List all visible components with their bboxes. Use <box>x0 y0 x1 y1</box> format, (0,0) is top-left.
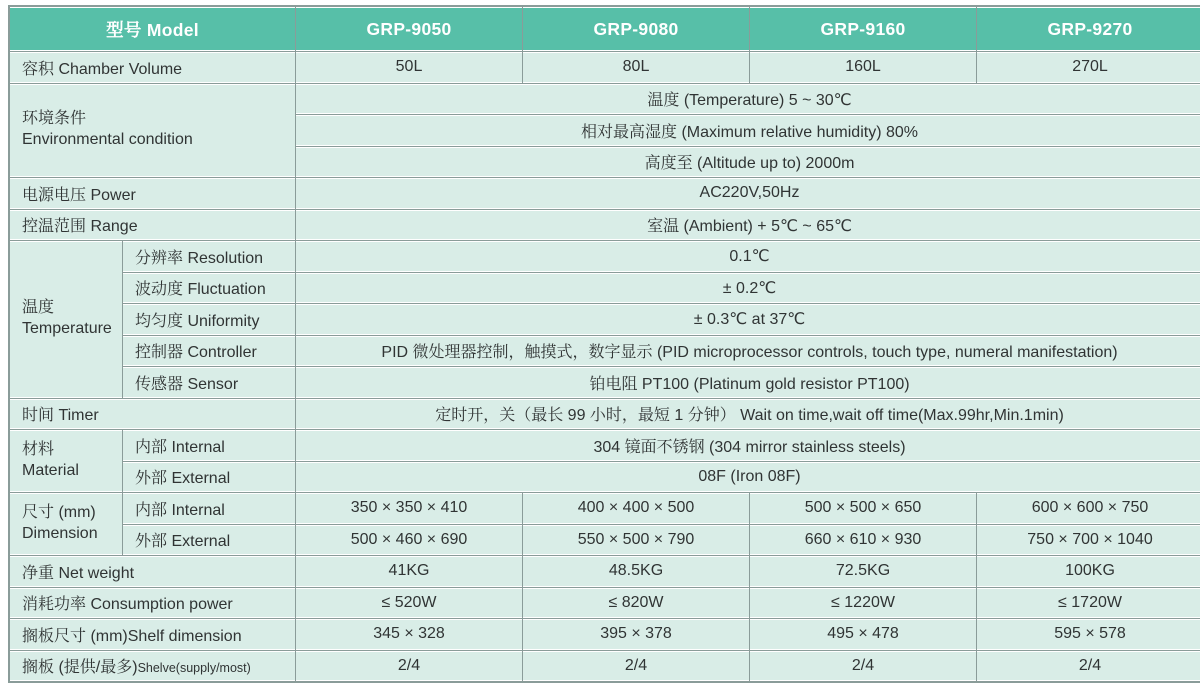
consumption-row <box>10 588 1200 619</box>
volume-value: 160L <box>750 52 976 83</box>
environment-temperature-value: 温度 (Temperature) 5 ~ 30℃ <box>296 84 1200 115</box>
dimension-external-value: 750 × 700 × 1040 <box>977 525 1200 556</box>
temperature-controller-row <box>10 336 1200 367</box>
material-label-en: Material <box>22 462 79 479</box>
volume-row-label: 容积 Chamber Volume <box>10 52 295 83</box>
dimension-external-value: 550 × 500 × 790 <box>523 525 749 556</box>
dimension-external-label: 外部 External <box>123 525 295 556</box>
shelf-dimension-row-label: 搁板尺寸 (mm)Shelf dimension <box>10 619 295 650</box>
material-internal-row <box>10 430 1200 461</box>
net-weight-row-label: 净重 Net weight <box>10 556 295 587</box>
material-external-label: 外部 External <box>123 462 295 493</box>
temperature-resolution-row <box>10 241 1200 272</box>
uniformity-value: ± 0.3℃ at 37℃ <box>296 304 1200 335</box>
power-row <box>10 178 1200 209</box>
shelves-label-en: Shelve(supply/most) <box>137 661 251 676</box>
dimension-group-label <box>10 493 122 555</box>
material-internal-label: 内部 Internal <box>123 430 295 461</box>
spec-table <box>8 5 1200 683</box>
consumption-value: ≤ 820W <box>523 588 749 619</box>
dimension-external-value: 500 × 460 × 690 <box>296 525 522 556</box>
net-weight-value: 48.5KG <box>523 556 749 587</box>
dimension-internal-label: 内部 Internal <box>123 493 295 524</box>
consumption-value: ≤ 1220W <box>750 588 976 619</box>
sensor-row-label: 传感器 Sensor <box>123 367 295 398</box>
environment-altitude-value: 高度至 (Altitude up to) 2000m <box>296 147 1200 178</box>
shelf-dimension-value: 495 × 478 <box>750 619 976 650</box>
shelf-dimension-value: 595 × 578 <box>977 619 1200 650</box>
net-weight-value: 72.5KG <box>750 556 976 587</box>
model-name-header: GRP-9050 <box>296 7 522 51</box>
net-weight-value: 100KG <box>977 556 1200 587</box>
material-external-value: 08F (Iron 08F) <box>296 462 1200 493</box>
range-row-label: 控温范围 Range <box>10 210 295 241</box>
model-name-header: GRP-9270 <box>977 7 1200 51</box>
consumption-value: ≤ 1720W <box>977 588 1200 619</box>
dimension-internal-value: 400 × 400 × 500 <box>523 493 749 524</box>
environment-humidity-value: 相对最高湿度 (Maximum relative humidity) 80% <box>296 115 1200 146</box>
resolution-value: 0.1℃ <box>296 241 1200 272</box>
range-value: 室温 (Ambient) + 5℃ ~ 65℃ <box>296 210 1200 241</box>
controller-value: PID 微处理器控制，触摸式，数字显示 (PID microprocessor controls, touch type, numeral manifestation) <box>296 336 1200 367</box>
dimension-label-zh: 尺寸 (mm) <box>22 504 96 522</box>
material-label-zh: 材料 <box>22 441 55 459</box>
table-header-row <box>10 7 1200 51</box>
net-weight-value: 41KG <box>296 556 522 587</box>
shelves-row <box>10 651 1200 682</box>
material-external-row <box>10 462 1200 493</box>
environment-label-zh: 环境条件 <box>22 110 87 128</box>
shelves-value: 2/4 <box>750 651 976 682</box>
timer-row <box>10 399 1200 430</box>
shelves-value: 2/4 <box>296 651 522 682</box>
dimension-internal-value: 600 × 600 × 750 <box>977 493 1200 524</box>
dimension-internal-row <box>10 493 1200 524</box>
resolution-row-label: 分辨率 Resolution <box>123 241 295 272</box>
shelves-row-label <box>10 651 295 682</box>
environment-row <box>10 84 1200 115</box>
sensor-value: 铂电阻 PT100 (Platinum gold resistor PT100) <box>296 367 1200 398</box>
temperature-sensor-row <box>10 367 1200 398</box>
volume-value: 80L <box>523 52 749 83</box>
material-internal-value: 304 镜面不锈钢 (304 mirror stainless steels) <box>296 430 1200 461</box>
shelf-dimension-value: 395 × 378 <box>523 619 749 650</box>
range-row <box>10 210 1200 241</box>
environment-row-label <box>10 84 295 178</box>
net-weight-row <box>10 556 1200 587</box>
dimension-external-value: 660 × 610 × 930 <box>750 525 976 556</box>
temperature-group-label <box>10 241 122 398</box>
temperature-fluctuation-row <box>10 273 1200 304</box>
volume-value: 270L <box>977 52 1200 83</box>
shelves-label-zh: 搁板 (提供/最多) <box>22 659 138 677</box>
dimension-internal-value: 500 × 500 × 650 <box>750 493 976 524</box>
power-value: AC220V,50Hz <box>296 178 1200 209</box>
dimension-internal-value: 350 × 350 × 410 <box>296 493 522 524</box>
environment-label-en: Environmental condition <box>22 131 193 149</box>
uniformity-row-label: 均匀度 Uniformity <box>123 304 295 335</box>
controller-row-label: 控制器 Controller <box>123 336 295 367</box>
shelves-value: 2/4 <box>523 651 749 682</box>
temperature-label-zh: 温度 <box>22 299 55 317</box>
model-name-header: GRP-9080 <box>523 7 749 51</box>
volume-row <box>10 52 1200 83</box>
consumption-row-label: 消耗功率 Consumption power <box>10 588 295 619</box>
fluctuation-value: ± 0.2℃ <box>296 273 1200 304</box>
material-group-label <box>10 430 122 492</box>
dimension-label-en: Dimension <box>22 525 98 542</box>
dimension-external-row <box>10 525 1200 556</box>
model-column-header: 型号 Model <box>10 7 295 51</box>
temperature-uniformity-row <box>10 304 1200 335</box>
volume-value: 50L <box>296 52 522 83</box>
shelves-value: 2/4 <box>977 651 1200 682</box>
temperature-label-en: Temperature <box>22 320 112 338</box>
shelf-dimension-value: 345 × 328 <box>296 619 522 650</box>
shelf-dimension-row <box>10 619 1200 650</box>
power-row-label: 电源电压 Power <box>10 178 295 209</box>
model-name-header: GRP-9160 <box>750 7 976 51</box>
timer-row-label: 时间 Timer <box>10 399 295 430</box>
consumption-value: ≤ 520W <box>296 588 522 619</box>
fluctuation-row-label: 波动度 Fluctuation <box>123 273 295 304</box>
timer-value: 定时开，关（最长 99 小时，最短 1 分钟） Wait on time,wait off time(Max.99hr,Min.1min) <box>296 399 1200 430</box>
